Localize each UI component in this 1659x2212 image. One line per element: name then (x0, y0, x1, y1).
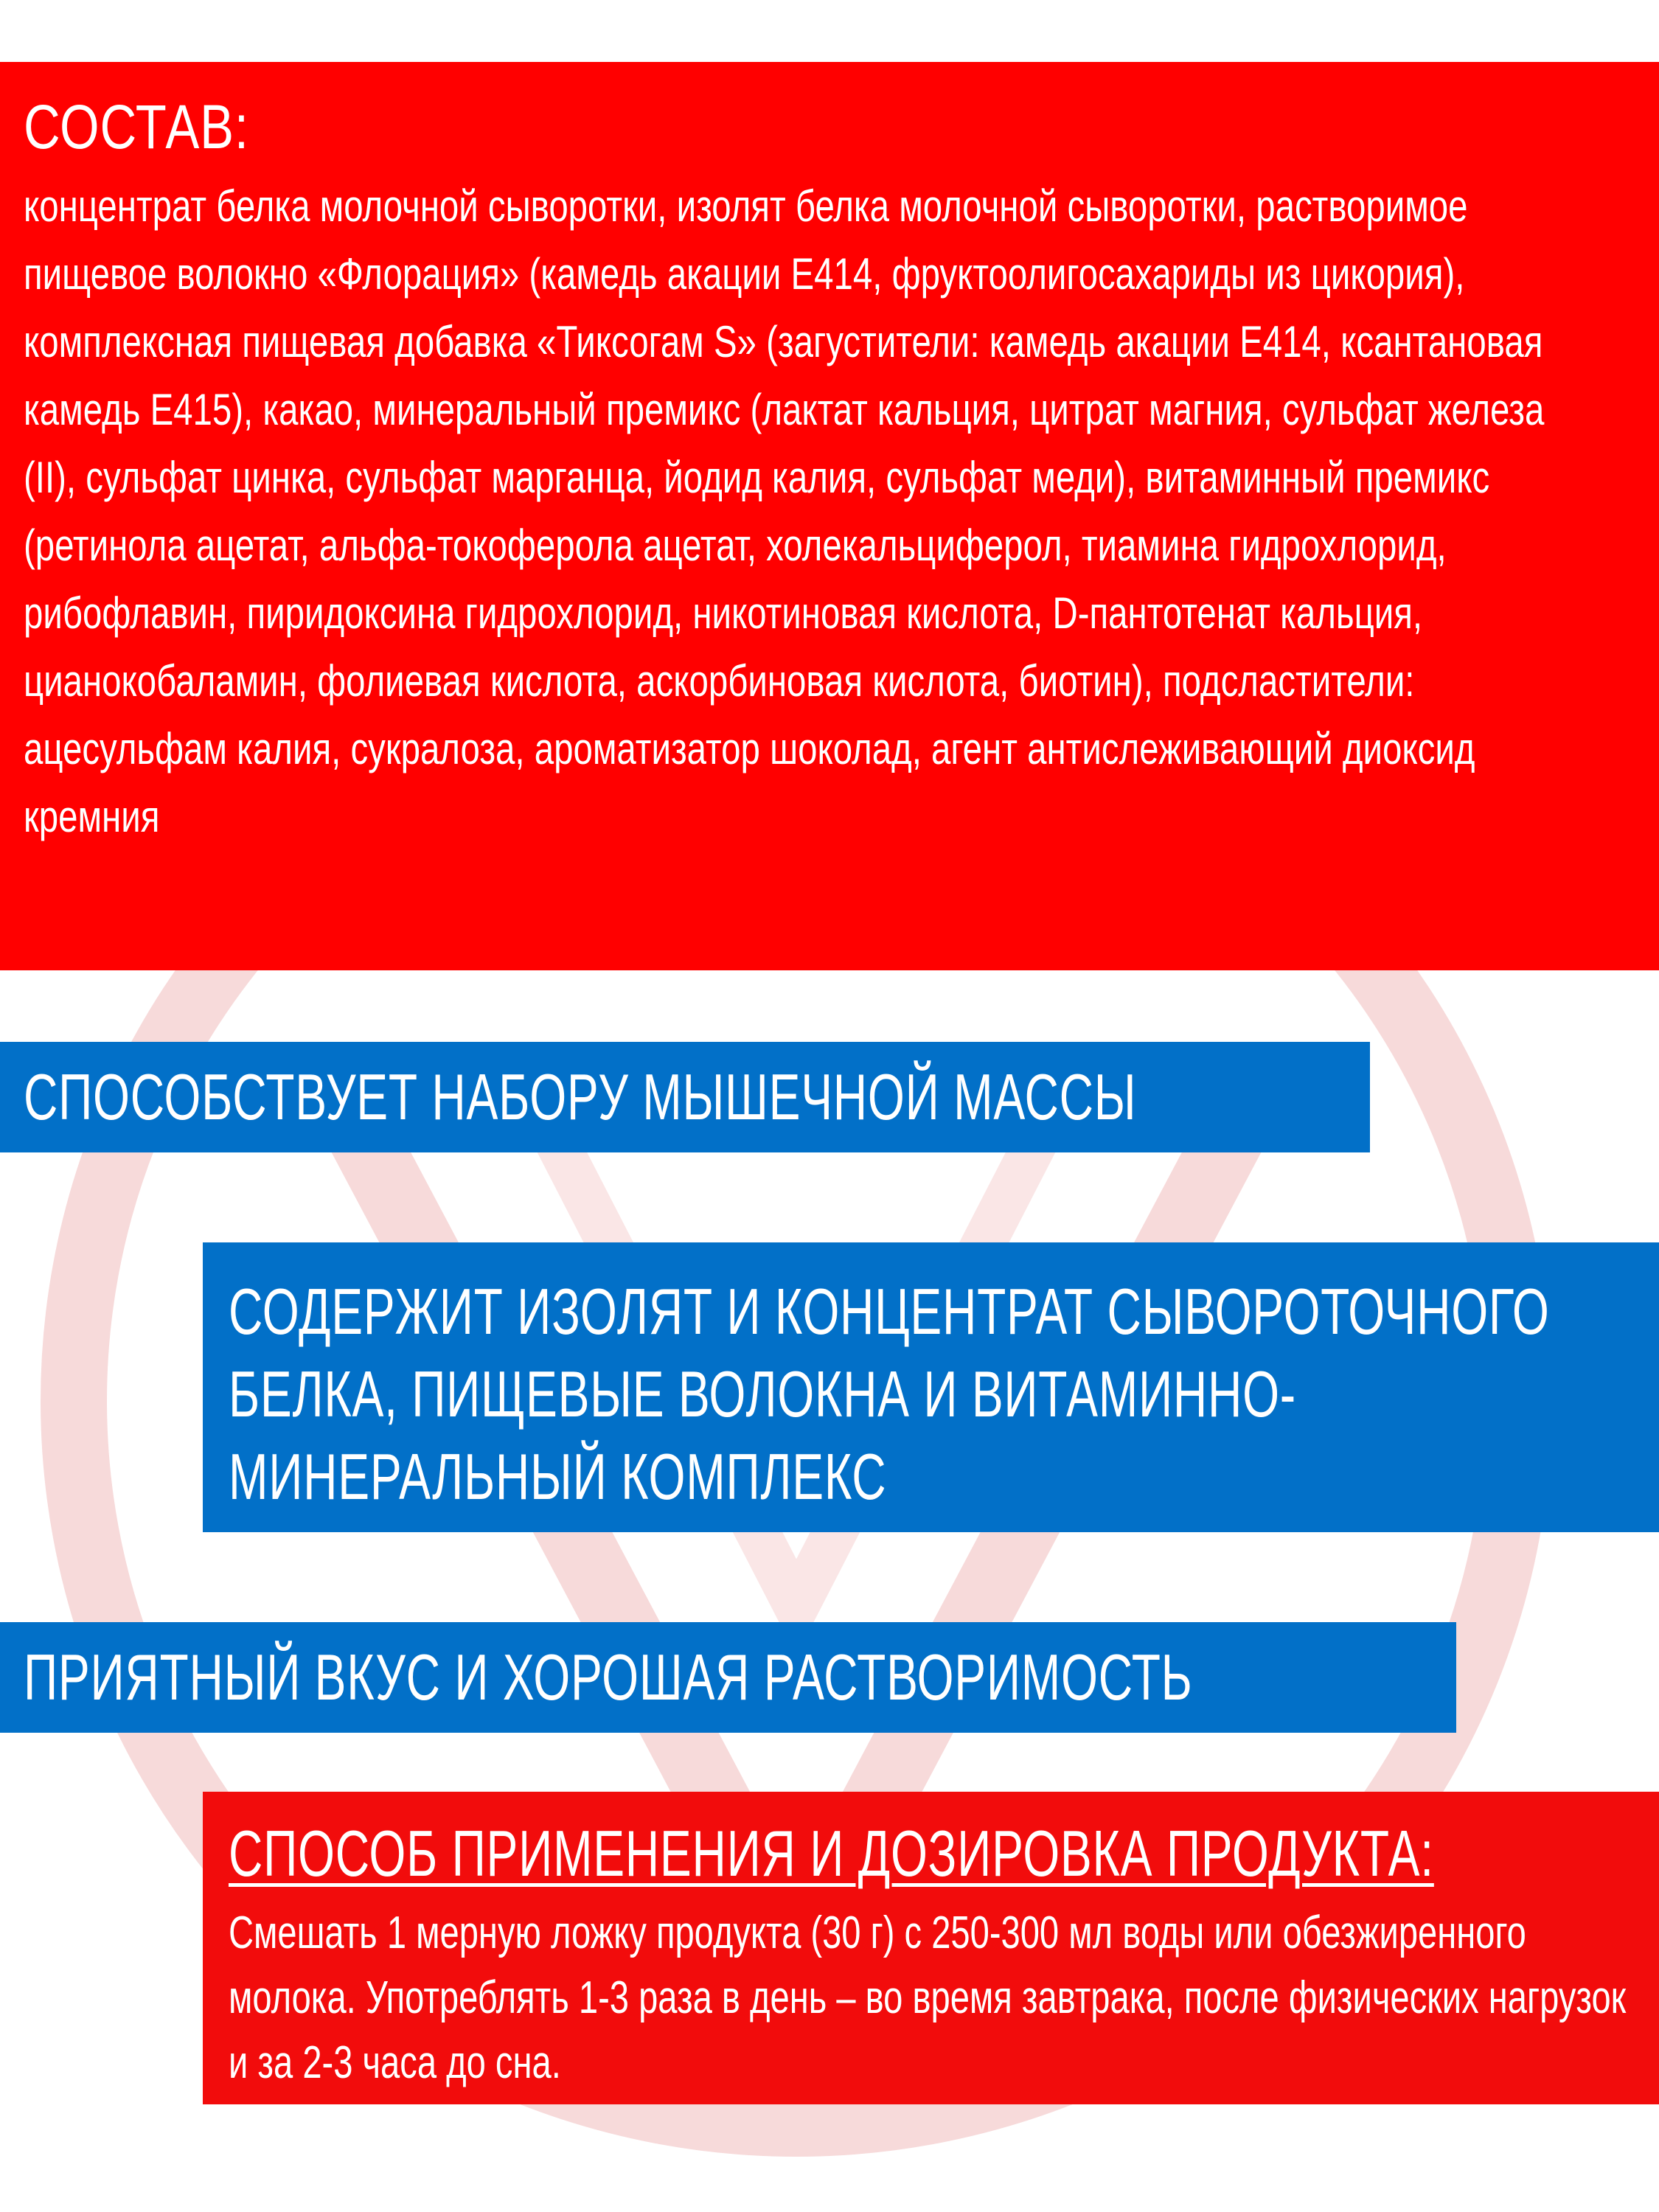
usage-section (203, 1792, 1659, 2104)
claim-muscle-mass (0, 1042, 1370, 1152)
claim-taste (0, 1622, 1456, 1733)
usage-text: Смешать 1 мерную ложку продукта (30 г) с 250-300 мл воды или обезжиренного молока. Употреблять 1-3 раза в день – во время завтрака, после физических нагрузок и за 2-3 часа до сна. (229, 1907, 1627, 2088)
claim-ingredients-text: СОДЕРЖИТ ИЗОЛЯТ И КОНЦЕНТРАТ СЫВОРОТОЧНОГО БЕЛКА, ПИЩЕВЫЕ ВОЛОКНА И ВИТАМИННО-МИНЕРАЛЬНЫЙ КОМПЛЕКС (229, 1275, 1550, 1513)
usage-title: СПОСОБ ПРИМЕНЕНИЯ И ДОЗИРОВКА ПРОДУКТА: (229, 1817, 1434, 1890)
composition-text: концентрат белка молочной сыворотки, изолят белка молочной сыворотки, растворимое пищевое волокно «Флорация» (камедь акации Е414, фруктоолигосахариды из цикория), комплексная пищевая добавка «Тиксогам S» (загустители: камедь акации Е414, ксантановая камедь Е415), какао, минеральный премикс (лактат кальция, цитрат магния, сульфат железа (II), сульфат цинка, сульфат марганца, йодид калия, сульфат меди), витаминный премикс (ретинола ацетат, альфа-токоферола ацетат, холекальциферол, тиамина гидрохлорид, рибофлавин, пиридоксина гидрохлорид, никотиновая кислота, D-пантотенат кальция, цианокобаламин, фолиевая кислота, аскорбиновая кислота, биотин), подсластители: ацесульфам калия, сукралоза, ароматизатор шоколад, агент антислеживающий диоксид кремния (24, 181, 1545, 841)
composition-title: СОСТАВ: (24, 92, 249, 161)
claim-muscle-mass-text: СПОСОБСТВУЕТ НАБОРУ МЫШЕЧНОЙ МАССЫ (24, 1060, 1137, 1133)
claim-ingredients (203, 1242, 1659, 1532)
composition-section (0, 62, 1659, 970)
claim-taste-text: ПРИЯТНЫЙ ВКУС И ХОРОШАЯ РАСТВОРИМОСТЬ (24, 1641, 1193, 1714)
